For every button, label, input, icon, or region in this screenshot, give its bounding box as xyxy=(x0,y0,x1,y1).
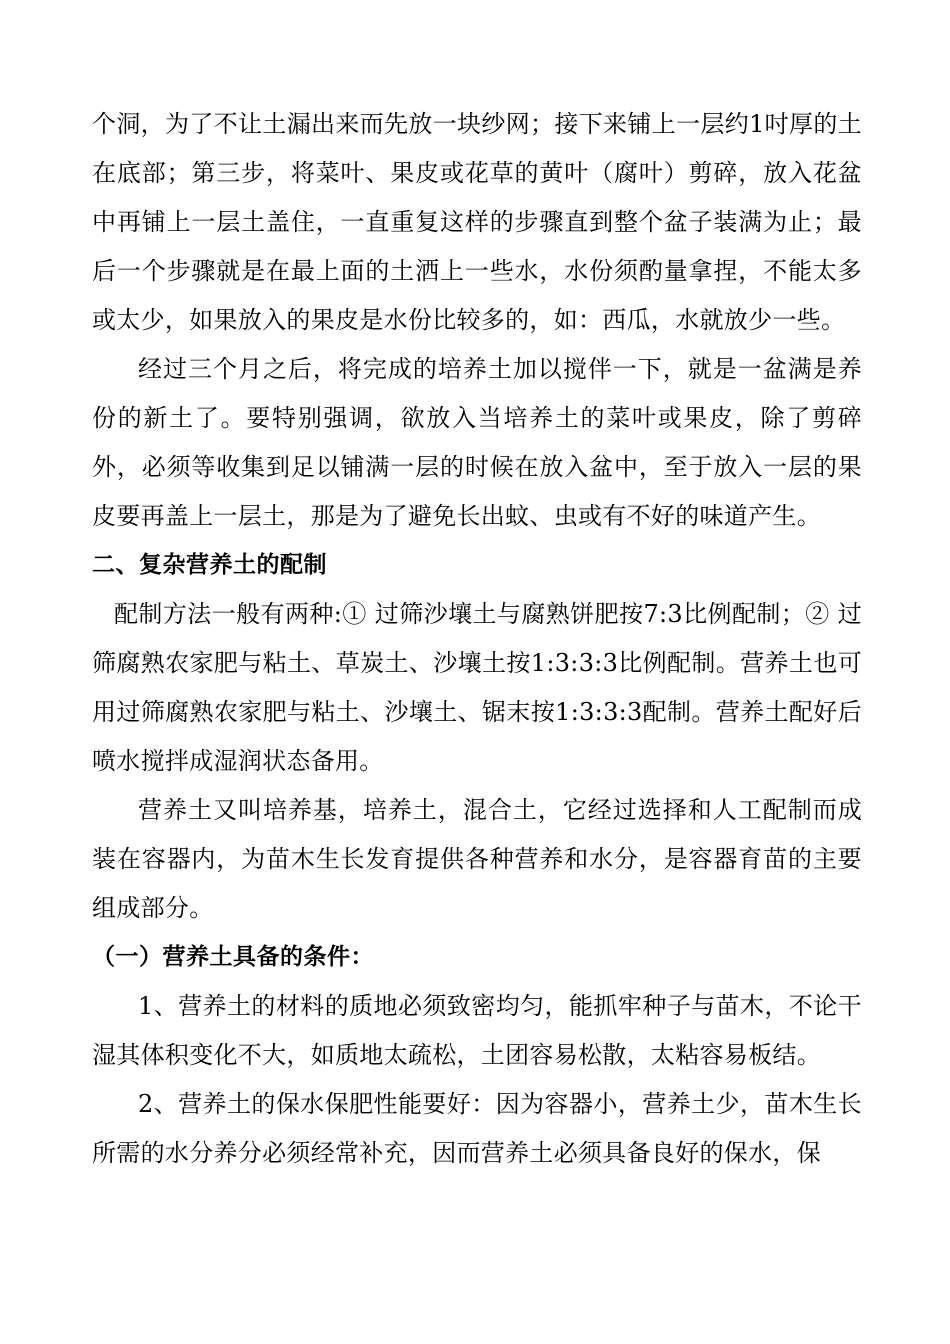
subsection-heading-conditions: （一）营养土具备的条件： xyxy=(92,944,374,970)
paragraph-condition-1: 1、营养土的材料的质地必须致密均匀，能抓牢种子与苗木，不论干湿其体积变化不大，如质地太疏松，土团容易松散，太粘容易板结。 xyxy=(92,992,862,1069)
paragraph-composting-steps: 个洞，为了不让土漏出来而先放一块纱网；接下来铺上一层约1吋厚的土在底部；第三步，将菜叶、果皮或花草的黄叶（腐叶）剪碎，放入花盆中再铺上一层土盖住，一直重复这样的步骤直到整个盆子装满为止；最后一个步骤就是在最上面的土洒上一些水，水份须酌量拿捏，不能太多或太少，如果放入的果皮是水份比较多的，如：西瓜，水就放少一些。 xyxy=(92,110,862,334)
section-heading-complex-soil: 二、复杂营养土的配制 xyxy=(92,552,327,578)
document-page xyxy=(92,100,862,1178)
paragraph-preparation-methods: 配制方法一般有两种:① 过筛沙壤土与腐熟饼肥按7:3比例配制；② 过筛腐熟农家肥与粘土、草炭土、沙壤土按1:3:3:3比例配制。营养土也可用过筛腐熟农家肥与粘土、沙壤土、锯末按1:3:3:3配制。营养土配好后喷水搅拌成湿润状态备用。 xyxy=(92,600,862,775)
paragraph-soil-definition: 营养土又叫培养基，培养土，混合土，它经过选择和人工配制而成装在容器内，为苗木生长发育提供各种营养和水分，是容器育苗的主要组成部分。 xyxy=(92,796,862,922)
paragraph-after-three-months: 经过三个月之后，将完成的培养土加以搅伴一下，就是一盆满是养份的新土了。要特别强调，欲放入当培养土的菜叶或果皮，除了剪碎外，必须等收集到足以铺满一层的时候在放入盆中，至于放入一层的果皮要再盖上一层土，那是为了避免长出蚊、虫或有不好的味道产生。 xyxy=(92,355,862,530)
paragraph-condition-2: 2、营养土的保水保肥性能要好：因为容器小，营养土少，苗木生长所需的水分养分必须经常补充，因而营养土必须具备良好的保水，保 xyxy=(92,1090,862,1167)
